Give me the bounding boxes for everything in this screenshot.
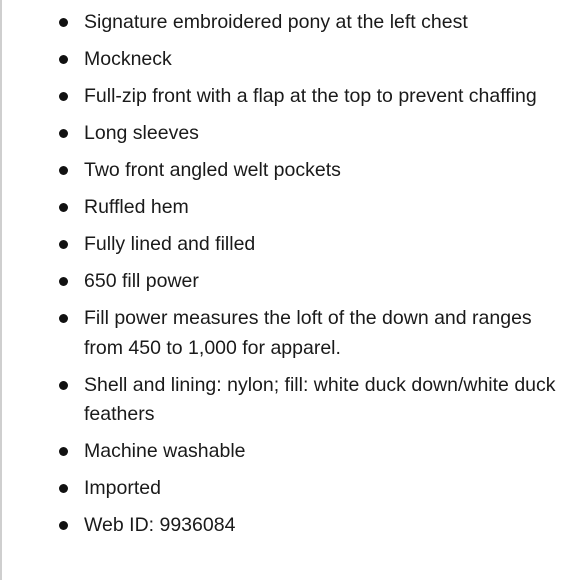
bullet-icon (59, 240, 68, 249)
list-item-text: Imported (84, 477, 161, 499)
list-item (0, 156, 580, 186)
bullet-icon (59, 381, 68, 390)
list-item-text: Signature embroidered pony at the left chest (84, 11, 468, 33)
list-item-text: Ruffled hem (84, 196, 189, 218)
list-item (0, 474, 580, 504)
list-item-text: 650 fill power (84, 270, 199, 292)
list-item-text: Full-zip front with a flap at the top to prevent chaffing (84, 85, 537, 107)
list-item (0, 119, 580, 149)
list-item-text: Machine washable (84, 440, 246, 462)
bullet-icon (59, 277, 68, 286)
list-item-text: Mockneck (84, 48, 172, 70)
bullet-icon (59, 18, 68, 27)
list-item (0, 267, 580, 297)
list-item (0, 82, 580, 112)
list-item (0, 437, 580, 467)
list-item (0, 8, 580, 38)
list-item (0, 304, 580, 363)
list-item-text: Long sleeves (84, 122, 199, 144)
bullet-icon (59, 92, 68, 101)
bullet-icon (59, 447, 68, 456)
list-item (0, 193, 580, 223)
bullet-icon (59, 129, 68, 138)
list-item (0, 511, 580, 541)
bullet-icon (59, 314, 68, 323)
list-item-text: Fill power measures the loft of the down and ranges from 450 to 1,000 for apparel. (84, 307, 532, 359)
list-item (0, 230, 580, 260)
product-features-list (0, 8, 580, 548)
bullet-icon (59, 55, 68, 64)
list-item-text: Shell and lining: nylon; fill: white duck down/white duck feathers (84, 373, 556, 425)
list-item-text: Fully lined and filled (84, 233, 256, 255)
bullet-icon (59, 166, 68, 175)
list-item (0, 45, 580, 75)
list-item (0, 371, 580, 430)
list-item-text: Two front angled welt pockets (84, 159, 341, 181)
bullet-icon (59, 521, 68, 530)
bullet-icon (59, 484, 68, 493)
list-item-text: Web ID: 9936084 (84, 514, 236, 536)
bullet-icon (59, 203, 68, 212)
